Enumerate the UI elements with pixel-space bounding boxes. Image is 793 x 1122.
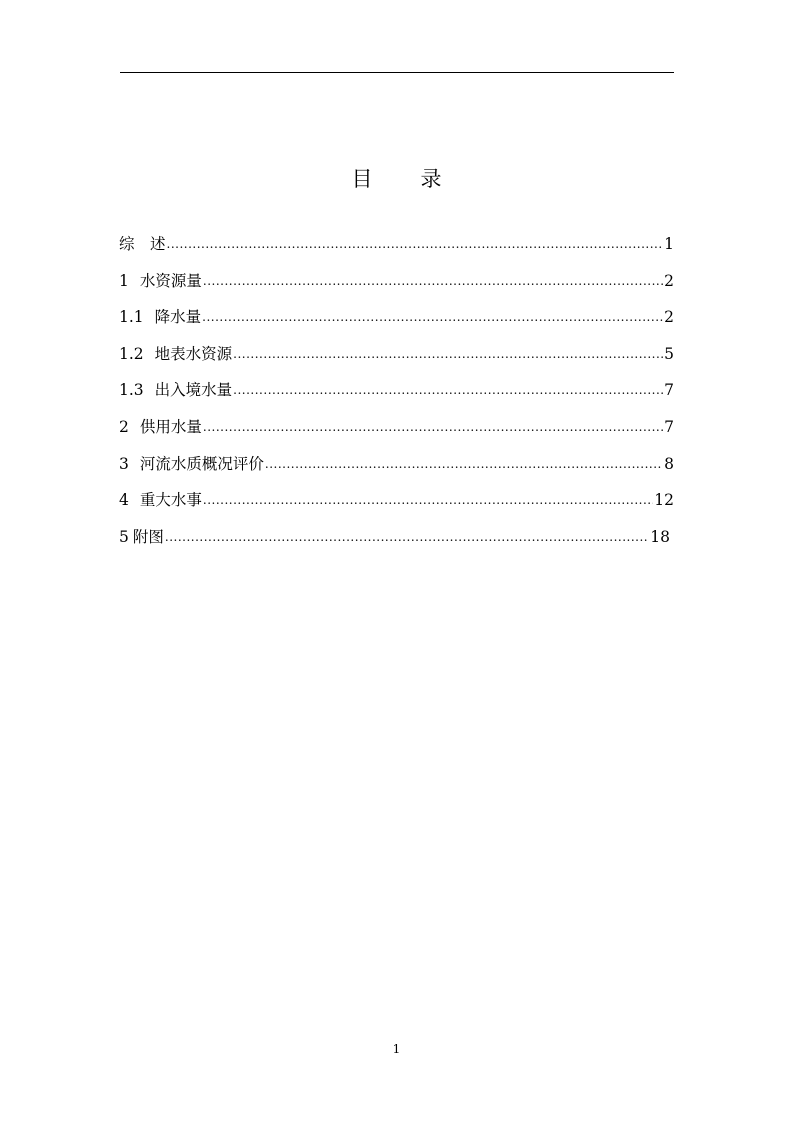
- toc-entry-title: 降水量: [154, 308, 202, 327]
- toc-dot-leader: [203, 489, 653, 511]
- toc-entry-page: 8: [664, 454, 674, 473]
- toc-entry-label: [119, 416, 202, 438]
- toc-entry-page: 12: [654, 491, 674, 510]
- toc-entry-title: 出入境水量: [154, 381, 233, 400]
- toc-dot-leader: [233, 343, 663, 365]
- toc-entry-major-events[interactable]: [119, 489, 674, 526]
- toc-entry-label: [119, 343, 232, 365]
- toc-entry-number: 5: [119, 527, 129, 546]
- toc-entry-title: 地表水资源: [154, 344, 233, 363]
- toc-entry-precipitation[interactable]: [119, 306, 674, 343]
- toc-entry-page: 1: [664, 235, 674, 253]
- toc-entry-page: 7: [664, 417, 674, 436]
- toc-entry-page: 7: [664, 381, 674, 400]
- toc-dot-leader: [202, 306, 663, 328]
- toc-entry-title: 水资源量: [139, 271, 202, 290]
- toc-dot-leader: [203, 270, 663, 292]
- toc-title: [0, 164, 793, 194]
- toc-entry-page: 2: [664, 271, 674, 290]
- toc-entry-label: [119, 526, 164, 548]
- toc-entry-label: [119, 453, 264, 475]
- toc-dot-leader: [167, 233, 664, 255]
- table-of-contents: [119, 233, 674, 562]
- toc-entry-page: 18: [650, 527, 670, 546]
- toc-entry-water-resources[interactable]: [119, 270, 674, 307]
- toc-entry-number: 3: [119, 454, 129, 473]
- toc-dot-leader: [203, 416, 663, 438]
- toc-entry-number: 1.1: [119, 308, 144, 327]
- toc-title-char-1: 目: [351, 167, 373, 191]
- toc-entry-appendix-figures[interactable]: [119, 526, 670, 563]
- toc-entry-title: 供用水量: [139, 417, 202, 436]
- toc-title-char-2: 录: [420, 167, 442, 191]
- toc-entry-title: 重大水事: [139, 491, 202, 510]
- toc-entry-water-use[interactable]: [119, 416, 674, 453]
- toc-entry-title: 河流水质概况评价: [139, 454, 264, 473]
- toc-dot-leader: [165, 526, 649, 548]
- toc-entry-title: 综 述: [119, 235, 166, 253]
- toc-dot-leader: [265, 453, 663, 475]
- toc-entry-number: 1.2: [119, 344, 144, 363]
- toc-entry-label: [119, 270, 202, 292]
- toc-entry-label: [119, 379, 232, 401]
- toc-entry-inflow-outflow[interactable]: [119, 379, 674, 416]
- toc-dot-leader: [233, 379, 663, 401]
- page-number: 1: [392, 1042, 401, 1056]
- toc-entry-number: 1.3: [119, 381, 144, 400]
- toc-entry-water-quality[interactable]: [119, 453, 674, 490]
- header-rule: [120, 72, 674, 73]
- toc-entry-label: [119, 489, 202, 511]
- toc-entry-page: 5: [664, 344, 674, 363]
- toc-entry-number: 4: [119, 491, 129, 510]
- toc-entry-label: [119, 306, 201, 328]
- toc-entry-overview[interactable]: [119, 233, 674, 270]
- toc-entry-title: 附图: [132, 527, 164, 546]
- toc-entry-number: 1: [119, 271, 129, 290]
- toc-entry-surface-water[interactable]: [119, 343, 674, 380]
- toc-entry-number: 2: [119, 417, 129, 436]
- toc-entry-page: 2: [664, 308, 674, 327]
- toc-entry-label: [119, 233, 166, 255]
